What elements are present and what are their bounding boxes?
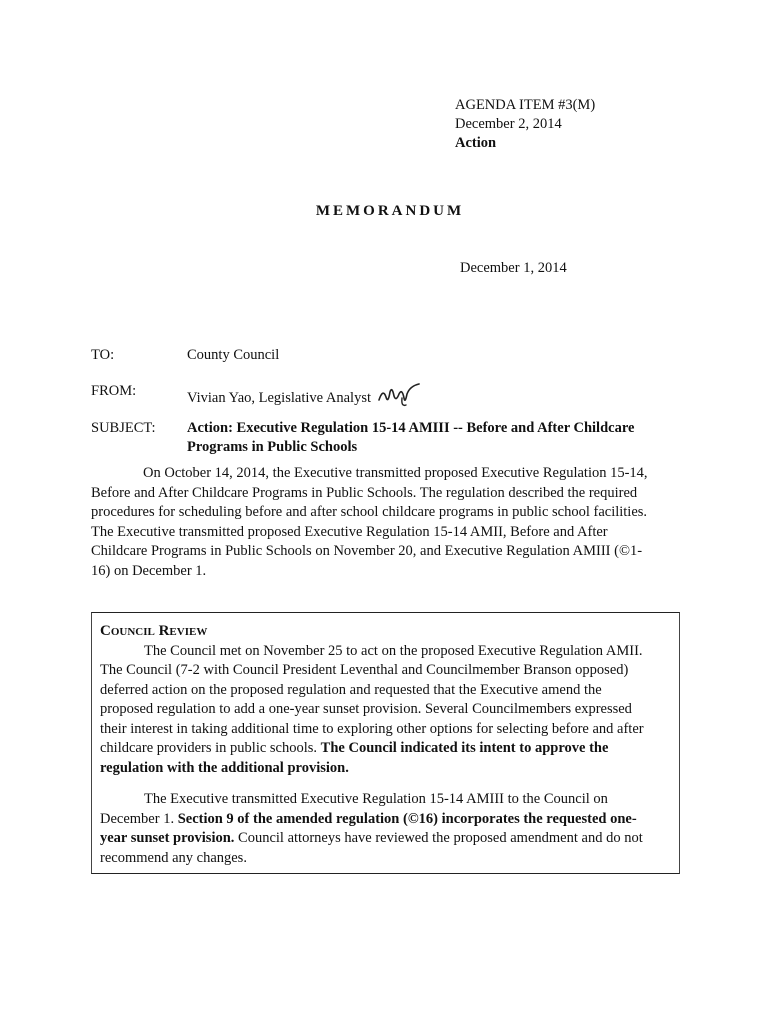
signature-initials-icon [377,382,421,408]
subject-value [187,419,687,457]
subject-line-2: Programs in Public Schools [187,439,358,455]
memo-title: MEMORANDUM [315,203,465,219]
from-value-wrap [187,382,687,408]
subject-label: SUBJECT: [91,420,156,436]
memo-date: December 1, 2014 [460,260,567,276]
agenda-block [455,96,595,153]
council-review-paragraph-1: The Council met on November 25 to act on the proposed Executive Regulation AMII. The Council (7-2 with Council President Leventhal and Councilmember Branson opposed) deferred action on the proposed regulation and requested that the Executive amend the proposed regulation to add a one-year sunset provision. Several Councilmembers expressed their interest in taking additional time to exploring other options for selecting before and after childcare providers in public schools. The Council indicated its intent to approve the regulation with the additional provision. [100,642,644,776]
agenda-item: AGENDA ITEM #3(M) [455,97,596,113]
agenda-date: December 2, 2014 [455,116,562,132]
to-value: County Council [187,347,280,363]
intro-line-5: Childcare Programs in Public Schools on November 20, and Executive Regulation AMIII (©1- [91,543,643,559]
intro-line-1: On October 14, 2014, the Executive transmitted proposed Executive Regulation 15-14, [143,465,648,481]
subject-line-1: Action: Executive Regulation 15-14 AMIII -- Before and After Childcare [187,420,635,436]
council-review-paragraph-2: The Executive transmitted Executive Regulation 15-14 AMIII to the Council on December 1. Section 9 of the amended regulation (©16) incorporates the requested one- year sunset provision. Council attorneys have reviewed the proposed amendment and do not recommend any changes. [100,791,643,866]
council-review-box [91,612,680,874]
intro-line-4: The Executive transmitted proposed Executive Regulation 15-14 AMII, Before and After [91,523,608,540]
intro-line-3: procedures for scheduling before and after school childcare programs in public school facilities. [91,504,648,520]
agenda-status: Action [455,135,497,151]
intro-line-6: 16) on December 1. [91,562,207,579]
from-label: FROM: [91,383,137,399]
council-review-heading: Council Review [100,623,208,639]
from-value: Vivian Yao, Legislative Analyst [187,390,371,406]
intro-line-2: Before and After Childcare Programs in Public Schools. The regulation described the required [91,484,638,501]
intro-paragraph [91,464,681,581]
to-label: TO: [91,347,115,363]
council-review-content [100,622,674,868]
